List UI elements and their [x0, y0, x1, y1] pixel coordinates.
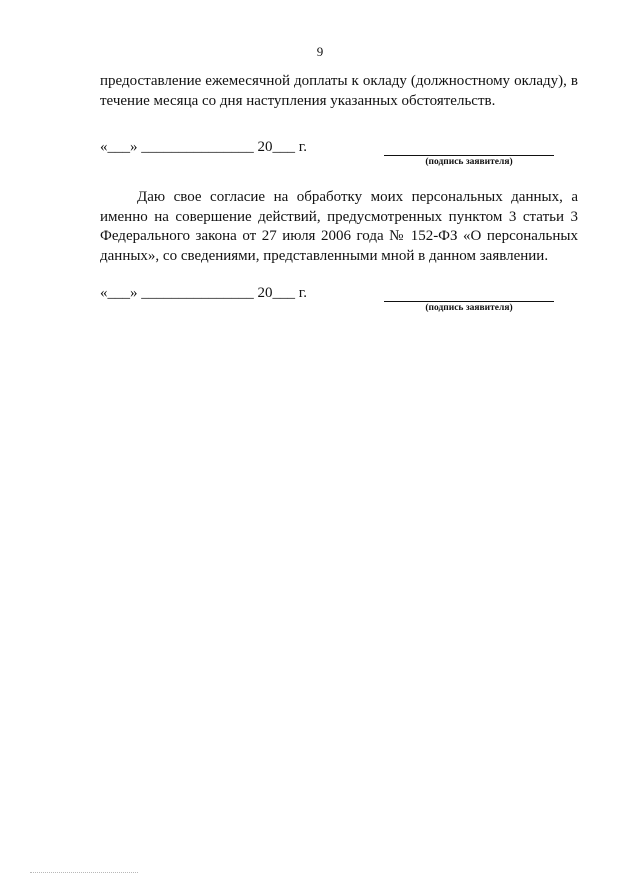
date-field: «___» _______________ 20___ г. — [100, 139, 307, 155]
signature-line — [384, 301, 554, 302]
signature-caption: (подпись заявителя) — [425, 303, 513, 313]
scan-artifact-mark — [30, 872, 138, 873]
signature-block — [100, 285, 578, 325]
paragraph-doplata-term: предоставление ежемесячной доплаты к окладу (должностному окладу), в течение месяца со дня наступления указанных обстоятельств. — [100, 73, 578, 109]
signature-line — [384, 155, 554, 156]
date-field: «___» _______________ 20___ г. — [100, 285, 307, 301]
signature-caption: (подпись заявителя) — [425, 157, 513, 167]
paragraph-personal-data-consent: Даю свое согласие на обработку моих персональных данных, а именно на совершение действий, предусмотренных пунктом 3 статьи 3 Федерального закона от 27 июля 2006 года № 152-ФЗ «О персональных данных», со сведениями, представленными мной в данном заявлении. — [100, 189, 578, 264]
page-number: 9 — [316, 44, 324, 59]
signature-block — [100, 139, 578, 179]
